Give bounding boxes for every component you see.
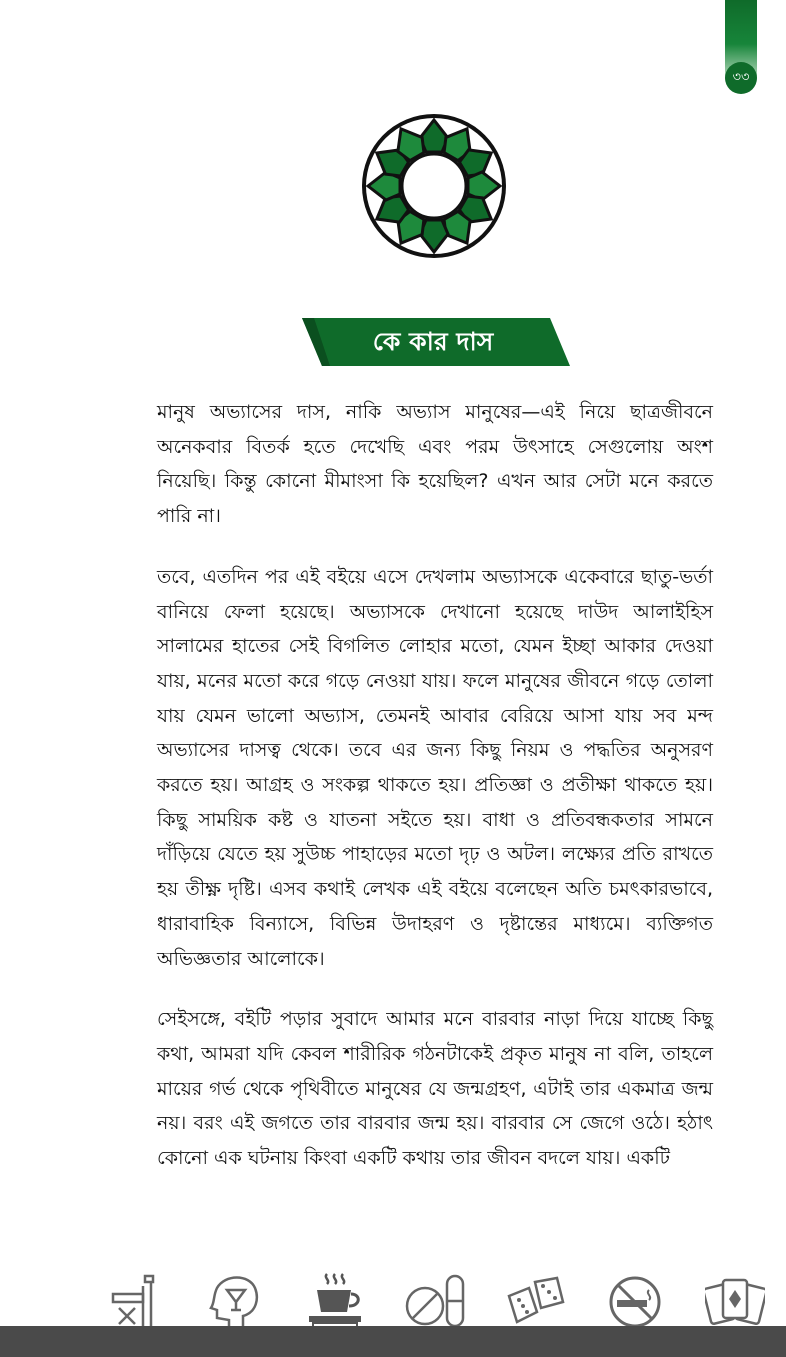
body-text (157, 395, 713, 1202)
paragraph-1: মানুষ অভ্যাসের দাস, নাকি অভ্যাস মানুষের—এই নিয়ে ছাত্রজীবনে অনেকবার বিতর্ক হতে দেখেছি এবং পরম উৎসাহে সেগুলোয় অংশ নিয়েছি। কিন্তু কোনো মীমাংসা কি হয়েছিল? এখন আর সেটা মনে করতে পারি না। (157, 401, 713, 528)
pills-icon (405, 1272, 465, 1330)
page-number: ৩৩ (725, 62, 757, 94)
playing-cards-icon (705, 1272, 765, 1330)
no-smoking-icon (605, 1272, 665, 1330)
head-cocktail-icon (205, 1272, 265, 1330)
paragraph-2: তবে, এতদিন পর এই বইয়ে এসে দেখলাম অভ্যাসকে একেবারে ছাতু-ভর্তা বানিয়ে ফেলা হয়েছে। অভ্যাসকে দেখানো হয়েছে দাউদ আলাইহিস সালামের হাতের সেই বিগলিত লোহার মতো, যেমন ইচ্ছা আকার দেওয়া যায়, মনের মতো করে গড়ে নেওয়া যায়। ফলে মানুষের জীবনে গড়ে তোলা যায় যেমন ভালো অভ্যাস, তেমনই আবার বেরিয়ে আসা যায় সব মন্দ অভ্যাসের দাসত্ব থেকে। তবে এর জন্য কিছু নিয়ম ও পদ্ধতির অনুসরণ করতে হয়। আগ্রহ ও সংকল্প থাকতে হয়। প্রতিজ্ঞা ও প্রতীক্ষা থাকতে হয়। কিছু সাময়িক কষ্ট ও যাতনা সইতে হয়। বাধা ও প্রতিবন্ধকতার সামনে দাঁড়িয়ে যেতে হয় সুউচ্চ পাহাড়ের মতো দৃঢ় ও অটল। লক্ষ্যের প্রতি রাখতে হয় তীক্ষ্ণ দৃষ্টি। এসব কথাই লেখক এই বইয়ে বলেছেন অতি চমৎকারভাবে, ধারাবাহিক বিন্যাসে, বিভিন্ন উদাহরণ ও দৃষ্টান্তের মাধ্যমে। ব্যক্তিগত অভিজ্ঞতার আলোকে। (157, 565, 713, 970)
dice-icon (505, 1272, 565, 1330)
geometric-ornament-icon (360, 112, 508, 260)
coffee-book-icon (305, 1272, 365, 1330)
chapter-title: কে কার দাস (372, 327, 494, 356)
footer-icon-strip (105, 1272, 765, 1330)
smoking-drinking-icon (105, 1272, 165, 1330)
ground-bar (0, 1326, 786, 1357)
paragraph-3: সেইসঙ্গে, বইটি পড়ার সুবাদে আমার মনে বারবার নাড়া দিয়ে যাচ্ছে কিছু কথা, আমরা যদি কেবল শারীরিক গঠনটাকেই প্রকৃত মানুষ না বলি, তাহলে মায়ের গর্ভ থেকে পৃথিবীতে মানুষের যে জন্মগ্রহণ, এটাই তার একমাত্র জন্ম নয়। বরং এই জগতে তার বারবার জন্ম হয়। বারবার সে জেগে ওঠে। হঠাৎ কোনো এক ঘটনায় কিংবা একটি কথায় তার জীবন বদলে যায়। একটি (157, 1008, 713, 1170)
